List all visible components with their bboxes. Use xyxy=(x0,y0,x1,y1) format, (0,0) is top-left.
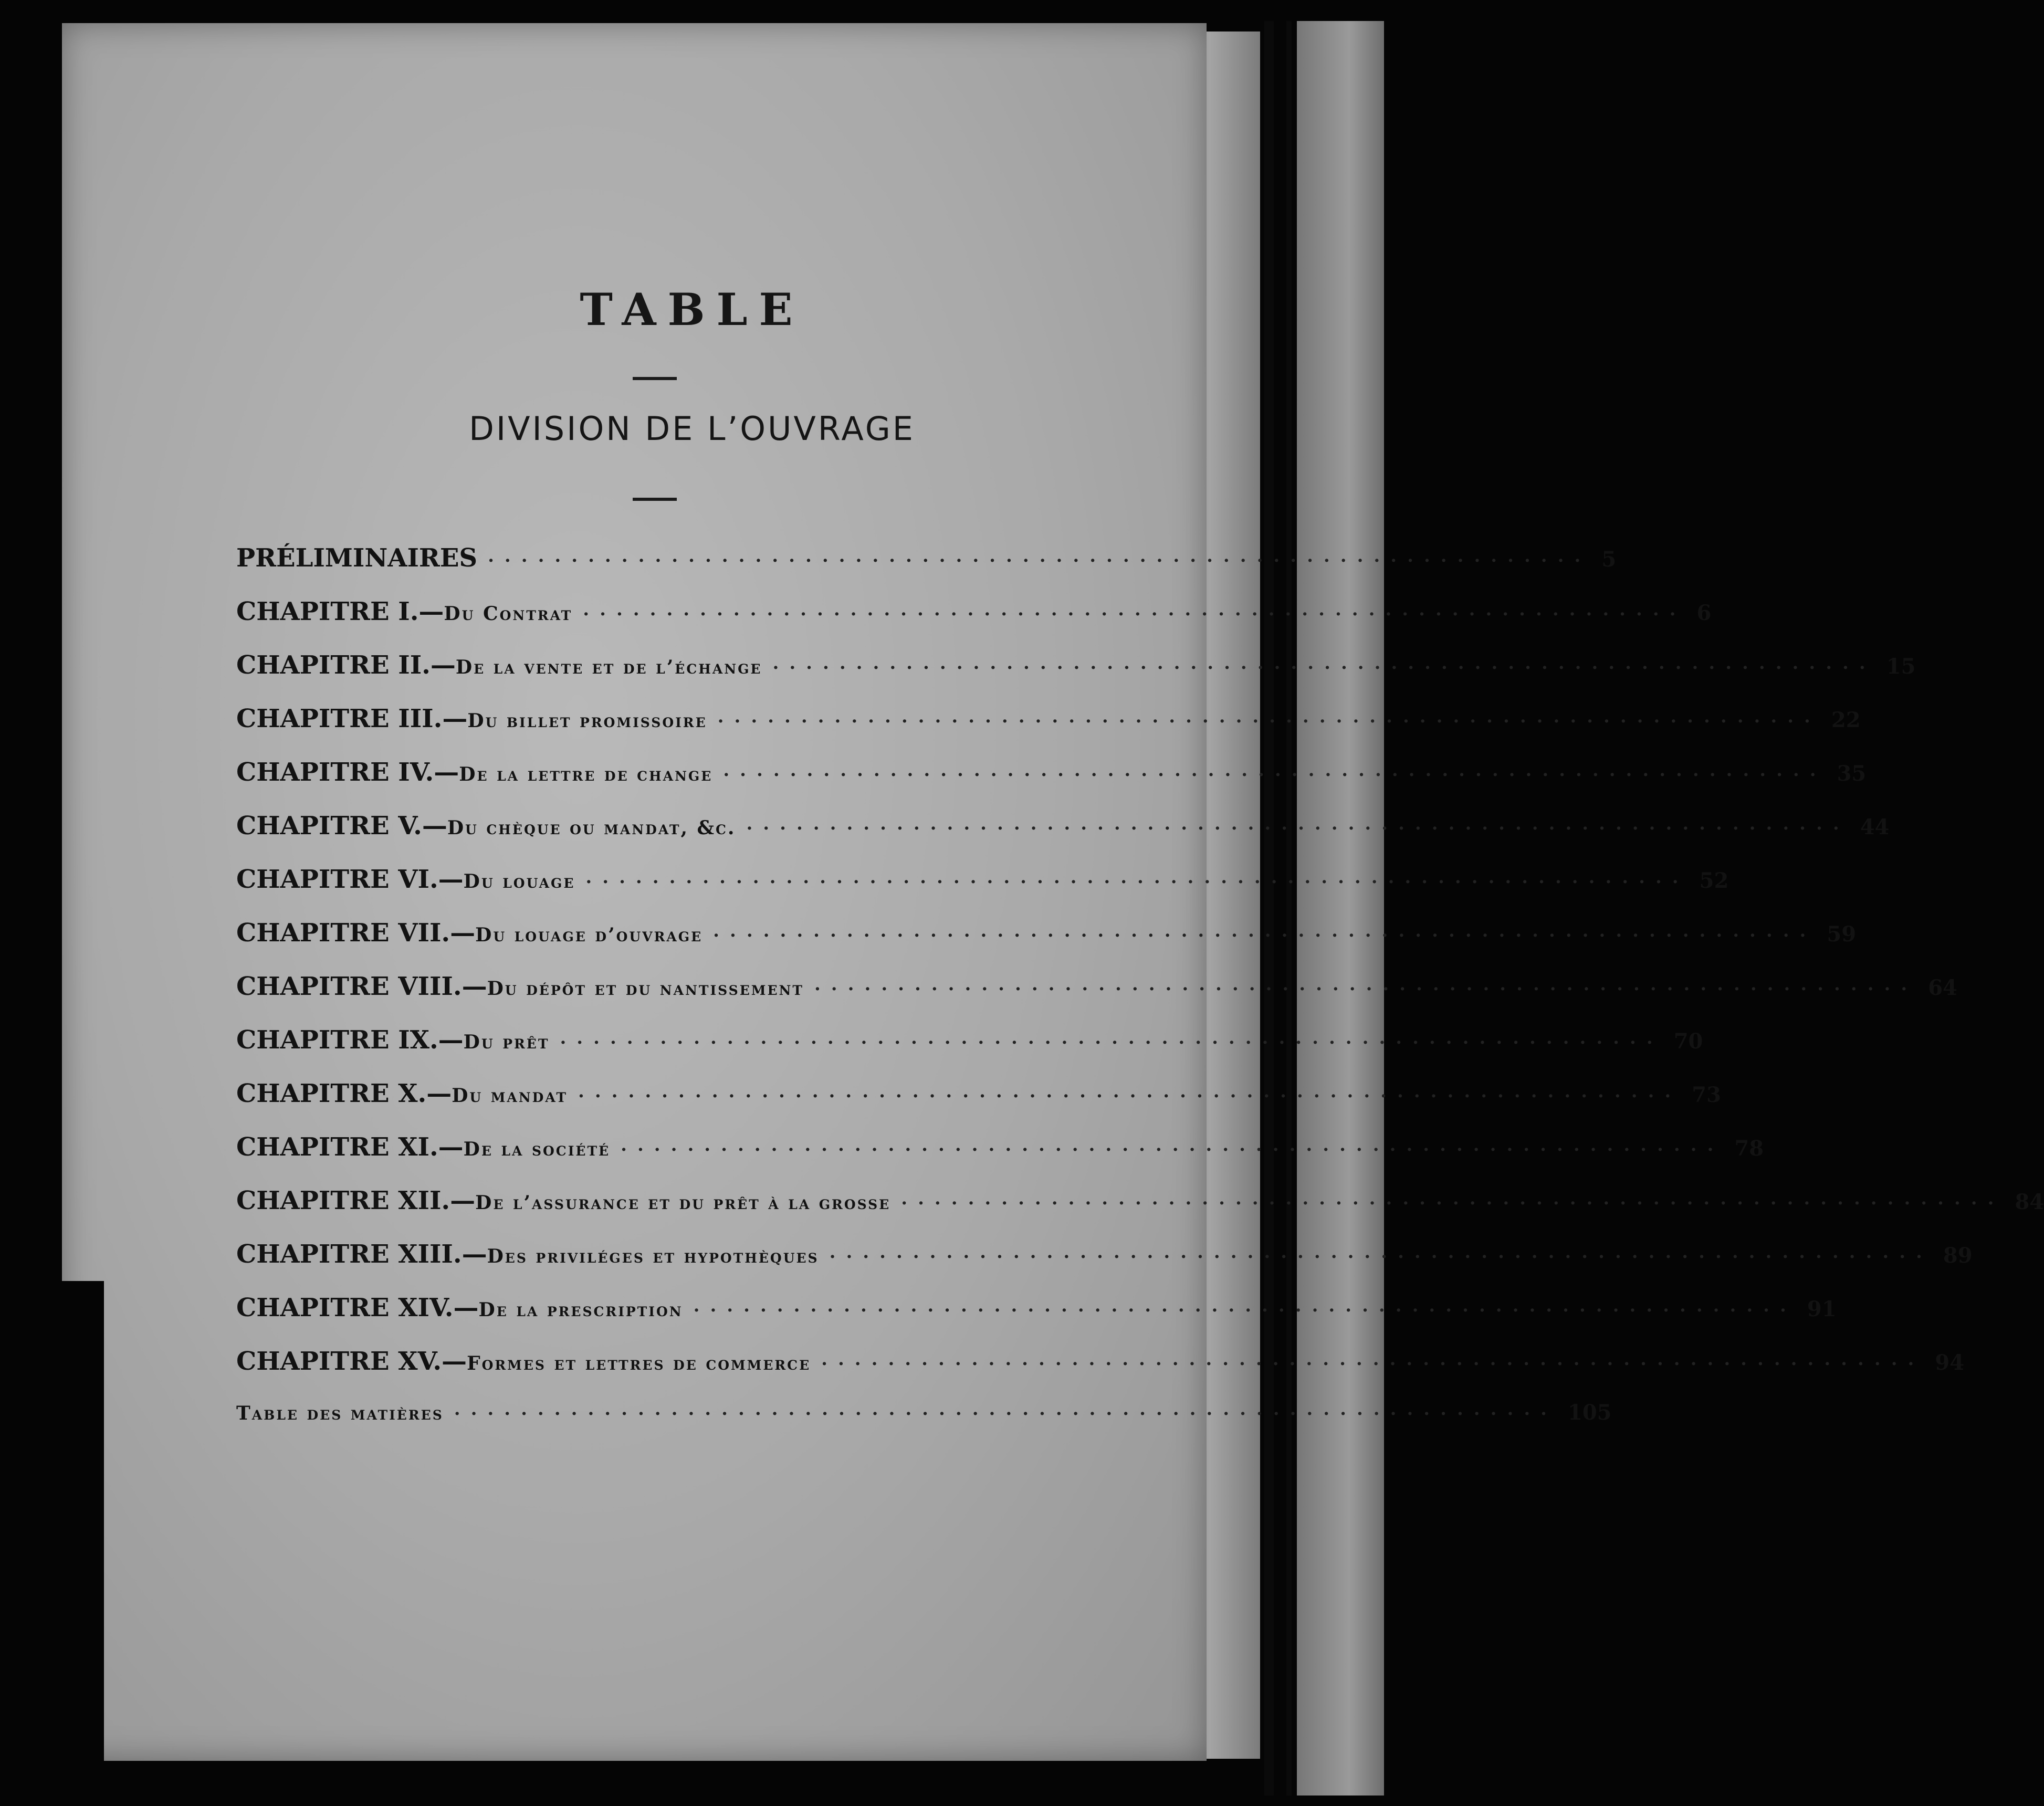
dot-leader: ·································································· xyxy=(723,764,1827,785)
toc-entry-label: PRÉLIMINAIRES xyxy=(236,543,478,573)
toc-entry-label: CHAPITRE IX.— xyxy=(236,1025,464,1055)
toc-entry-title: Formes et lettres de commerce xyxy=(467,1352,811,1374)
toc-entry-label: CHAPITRE I.— xyxy=(236,597,444,626)
dot-leader: ·································································· xyxy=(901,1193,2005,1214)
toc-entry-title: De la prescription xyxy=(478,1299,683,1321)
dot-leader: ·································································· xyxy=(693,1300,1797,1321)
toc-entry-page: 44 xyxy=(1860,815,1890,839)
toc-entry-title: De la société xyxy=(463,1138,611,1160)
dot-leader: ·································································· xyxy=(746,818,1850,839)
toc-entry-page: 15 xyxy=(1886,654,1916,679)
toc-entry xyxy=(236,1079,1721,1132)
toc-entry xyxy=(236,1240,1973,1293)
dot-leader: ·································································· xyxy=(829,1246,1933,1267)
toc-entry-page: 70 xyxy=(1673,1029,1703,1054)
dot-leader: ·································································· xyxy=(621,1139,1724,1160)
toc-entry-page: 84 xyxy=(2015,1190,2044,1214)
toc-entry-label: CHAPITRE X.— xyxy=(236,1079,452,1108)
dot-leader: ·································································· xyxy=(717,711,1821,732)
toc-entry-page: 6 xyxy=(1696,601,1712,625)
toc-entry-label: CHAPITRE XIII.— xyxy=(236,1240,487,1269)
dot-leader: ·································································· xyxy=(821,1353,1925,1374)
toc-entry-label: CHAPITRE II.— xyxy=(236,650,456,680)
toc-entry xyxy=(236,543,1617,597)
table-of-contents xyxy=(236,543,2044,1454)
toc-entry xyxy=(236,650,1916,704)
toc-entry-label: CHAPITRE XIV.— xyxy=(236,1293,479,1322)
page-title: TABLE xyxy=(580,284,804,335)
dot-leader: ·································································· xyxy=(583,604,1686,625)
toc-entry-page: 73 xyxy=(1692,1083,1721,1107)
toc-entry-label: CHAPITRE XI.— xyxy=(236,1132,464,1162)
toc-entry-title: De la lettre de change xyxy=(459,763,713,785)
toc-entry-title: Du louage d’ouvrage xyxy=(475,924,703,946)
toc-entry-page: 64 xyxy=(1928,975,1957,1000)
subtitle-rule xyxy=(633,498,677,501)
dot-leader: ·································································· xyxy=(454,1403,1557,1424)
toc-entry xyxy=(236,704,1861,758)
dot-leader: ·································································· xyxy=(488,550,1591,571)
dot-leader: ·································································· xyxy=(713,925,1817,946)
toc-entry xyxy=(236,918,1857,972)
toc-entry-label: CHAPITRE XV.— xyxy=(236,1347,467,1376)
toc-entry xyxy=(236,1347,1965,1400)
toc-entry xyxy=(236,1293,1837,1347)
toc-entry-page: 105 xyxy=(1568,1400,1612,1425)
toc-entry-title: De la vente et de l’échange xyxy=(455,656,762,678)
toc-entry-title: Du prêt xyxy=(463,1031,550,1053)
toc-entry-label: CHAPITRE V.— xyxy=(236,811,447,841)
dot-leader: ·································································· xyxy=(814,979,1918,1000)
title-rule xyxy=(633,377,677,380)
dot-leader: ·································································· xyxy=(578,1086,1682,1107)
dot-leader: ·································································· xyxy=(585,872,1689,892)
toc-entry-title: Du louage xyxy=(463,870,575,892)
toc-entry-page: 35 xyxy=(1837,761,1867,786)
toc-entry-title: Table des matières xyxy=(236,1402,444,1424)
toc-entry-page: 52 xyxy=(1699,868,1729,893)
toc-entry-label: CHAPITRE XII.— xyxy=(236,1186,476,1215)
toc-entry-title: Du chèque ou mandat, &c. xyxy=(447,817,736,839)
toc-entry-label: CHAPITRE III.— xyxy=(236,704,468,733)
toc-entry xyxy=(236,1186,2044,1240)
toc-entry-page: 22 xyxy=(1831,708,1861,732)
toc-entry-label: CHAPITRE IV.— xyxy=(236,758,459,787)
toc-entry-title: Du billet promissoire xyxy=(467,710,707,732)
toc-entry-title: Du mandat xyxy=(452,1085,568,1107)
page-tear-notch xyxy=(62,1281,104,1764)
toc-entry xyxy=(236,865,1729,918)
toc-entry-label: CHAPITRE VII.— xyxy=(236,918,476,948)
toc-entry xyxy=(236,597,1712,650)
toc-entry-page: 59 xyxy=(1827,922,1857,947)
toc-entry-label: CHAPITRE VIII.— xyxy=(236,972,487,1001)
page-subtitle: DIVISION DE L’OUVRAGE xyxy=(469,410,915,448)
toc-entry xyxy=(236,1025,1703,1079)
toc-entry-title: Des priviléges et hypothèques xyxy=(487,1245,819,1267)
toc-entry xyxy=(236,972,1957,1025)
toc-entry xyxy=(236,1400,1612,1454)
toc-entry-title: Du dépôt et du nantissement xyxy=(487,978,804,1000)
toc-entry-title: De l’assurance et du prêt à la grosse xyxy=(475,1192,891,1214)
dot-leader: ·································································· xyxy=(560,1032,1663,1053)
toc-entry-page: 94 xyxy=(1935,1350,1965,1375)
toc-entry-page: 78 xyxy=(1734,1136,1764,1161)
toc-entry-title: Du Contrat xyxy=(444,603,573,625)
toc-entry-label: CHAPITRE VI.— xyxy=(236,865,464,894)
toc-entry xyxy=(236,758,1867,811)
toc-entry-page: 91 xyxy=(1807,1297,1837,1321)
toc-entry-page: 5 xyxy=(1601,547,1617,572)
toc-entry-page: 89 xyxy=(1943,1243,1973,1268)
toc-entry xyxy=(236,811,1890,865)
toc-entry xyxy=(236,1132,1764,1186)
dot-leader: ·································································· xyxy=(772,657,1876,678)
